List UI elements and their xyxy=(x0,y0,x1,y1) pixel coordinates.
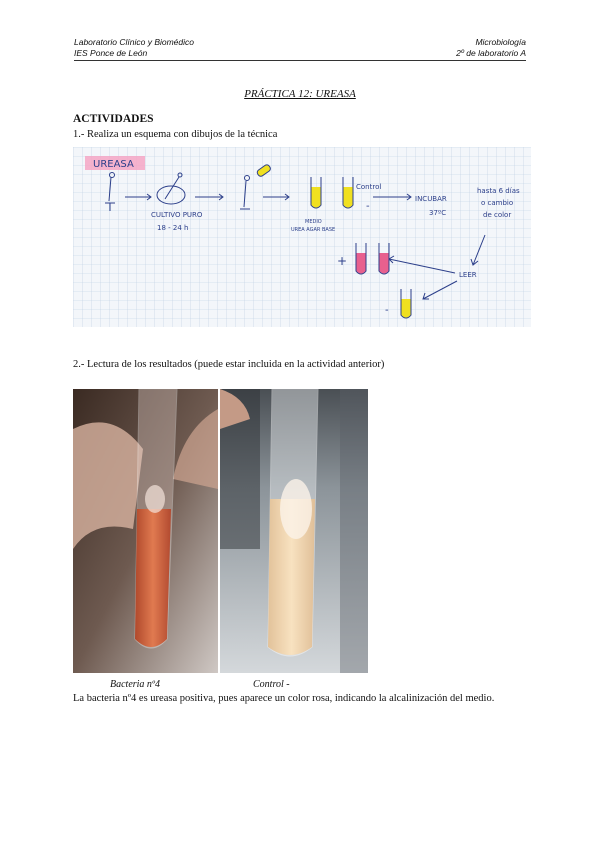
header-subject: Microbiología xyxy=(475,37,526,47)
header-school: IES Ponce de León xyxy=(74,48,148,58)
sketch-text-incubate: INCUBAR xyxy=(415,195,447,203)
sketch-text-read: LEER xyxy=(459,271,477,279)
window-edge xyxy=(340,389,368,673)
sketch-text-until-1: hasta 6 días xyxy=(477,187,520,195)
sketch-text-medium-1: MEDIO xyxy=(305,219,322,225)
slant-reflection xyxy=(280,479,312,539)
sketch-text-until-3: de color xyxy=(483,211,512,219)
result-explanation: La bacteria nº4 es ureasa positiva, pues aparece un color rosa, indicando la alcalinización del medio. xyxy=(73,693,495,704)
slant-reflection xyxy=(145,485,165,513)
page-title: PRÁCTICA 12: UREASA xyxy=(244,88,356,100)
sketch-text-temp: 37ºC xyxy=(429,209,447,217)
header-divider xyxy=(74,60,526,61)
sketch-text-time: 18 - 24 h xyxy=(157,224,189,232)
header-group: 2º de laboratorio A xyxy=(456,48,526,58)
pink-orange-medium xyxy=(135,509,171,647)
grid-paper-lines xyxy=(73,147,531,327)
activity-1-prompt: 1.- Realiza un esquema con dibujos de la técnica xyxy=(73,129,278,140)
caption-bacteria-4: Bacteria nº4 xyxy=(110,679,161,690)
technique-sketch xyxy=(73,147,531,327)
sketch-text-plus: + xyxy=(337,254,348,268)
header-institution-course: Laboratorio Clínico y Biomédico xyxy=(74,37,195,47)
activity-2-prompt: 2.- Lectura de los resultados (puede estar incluida en la actividad anterior) xyxy=(73,359,385,370)
header-right xyxy=(456,37,526,59)
sketch-text-medium-2: UREA AGAR BASE xyxy=(291,227,336,233)
header-left xyxy=(74,37,194,59)
sketch-label-ureasa: UREASA xyxy=(93,159,134,170)
sketch-text-control: Control xyxy=(356,183,382,191)
photo-control xyxy=(220,389,368,673)
sketch-text-minus-2: - xyxy=(385,305,389,316)
photo-bacteria-4 xyxy=(73,389,218,673)
caption-control: Control - xyxy=(253,679,290,690)
sketch-text-culture: CULTIVO PURO xyxy=(151,211,203,219)
sketch-text-minus-1: - xyxy=(366,201,370,212)
sketch-text-until-2: o cambio xyxy=(481,199,514,207)
section-heading: ACTIVIDADES xyxy=(73,113,154,125)
